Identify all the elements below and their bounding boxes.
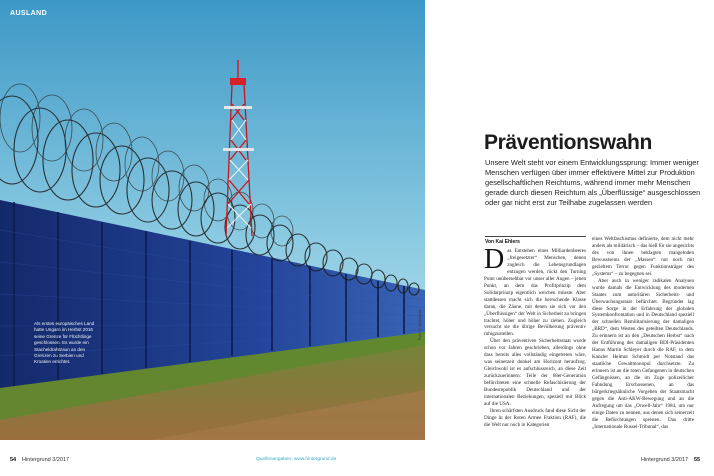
page-number-right: 55	[694, 457, 701, 463]
section-tag: AUSLAND	[10, 10, 48, 17]
column-2-paragraph-1: eines Weltfaschismus definierte, dem nicht mehr anders als militärisch – das hieß für sie angesichts des von ihnen beklagten mangelnden Bewusstseins der „Massen“: nur noch mit gezieltem Terror gegen Funktionsträger des „Systems“ – zu begegnen sei.	[592, 236, 694, 277]
column-1-paragraph-1-text: as Entstehen eines Milliardenheeres „freigesetzter“ Menschen, denen zugleich die Lebensgrundlagen entzogen werden, rückt den Turning Point unübersehbar vor unser aller Augen – jenen Punkt, an dem das Profitprinzip dem Solidarprinzip eigentlich weichen müsste. Aber stattdessen macht sich die herrschende Klasse daran, die Zäune, mit denen sie sich vor den „Überflüssigen“ der Welt in Sicherheit zu bringen trachtet, höher und höher zu ziehen. Zugleich versucht sie die übrige Bevölkerung präventiv ruhigzustellen.	[484, 248, 586, 338]
photo-credit: Foto: © Istockphoto	[418, 308, 422, 340]
right-page	[425, 0, 714, 476]
photo-caption: Als erstes europäisches Land hatte Ungarn im Herbst 2016 seine Grenze für Flüchtlinge geschlossen. Es wurde ein Stacheldrahtzaun an den Grenzen zu Serbien und Kroatien errichtet.	[34, 321, 95, 365]
column-1-paragraph-2: Über den präventiven Sicherheitsstaat wurde schon vor Jahren geschrieben, allerdings ohne dass bereits alles vollständig eingetreten wäre, was seinerzeit dunkel am Horizont heraufzog. Gleichwohl ist es aufschlussreich, an diese Zeit zurückzuerinnern: Teile der 68er-Generation befürchteten eine schnelle Refaschisierung der Bundesrepublik Deutschland und der internationalen Beziehungen, speziell mit Blick auf die USA.	[484, 338, 586, 407]
author-byline: Von Kai Ehlers	[485, 239, 520, 245]
column-1-paragraph-1	[484, 244, 586, 338]
footer-left	[0, 448, 425, 476]
column-2-paragraph-2: Aber auch in weniger radikalen Analysen wurde damals die Entwicklung des modernen Staates zum autoritären Sicherheits- und Überwachungsstaat befürchtet. Begründet lag diese Sorge in der Erfahrung der globalen Systemkonfrontation und in Deutschland speziell der schnellen Remilitarisierung der damaligen „BRD“, dem Westen des geteilten Deutschlands. Zu erinnern ist an den „Deutschen Herbst“ nach der Entführung des damaligen BDI-Präsidenten Hanns Martin Schleyer durch die RAF, in dem Kanzler Helmut Schmidt per Notstand das staatliche Gewaltmonopol durchsetzte. Zu erinnern ist an die toten Gefangenen in deutschen Gefängnissen, an die im Zuge polizeilicher Fahndung Erschossenen, an das bürgerkriegsähnliche Vorgehen der Staatsmacht gegen die Anti-AKW-Bewegung und an die Aufregung um das „Orwell-Jahr“ 1984, um nur einige Daten zu nennen, aus denen sich seinerzeit die Befürchtungen speisten. Das dritte „Internationale Russel-Tribunal“, das	[592, 277, 694, 430]
article-lead: Unsere Welt steht vor einem Entwicklungssprung: Immer weniger Menschen verfügen über immer effektivere Mittel zur Produktion gesellschaftlichen Reichtums, während immer mehr Menschen gerade durch diesen Reichtum als „Überflüssige“ ausgeschlossen oder gar nicht erst zur Teilhabe zugelassen werden	[485, 158, 701, 207]
byline-divider	[485, 236, 586, 237]
article-column-1	[484, 244, 586, 429]
sources-link[interactable]: Quellenangaben: www.hintergrund.de	[256, 457, 337, 462]
page-number-left: 54	[10, 457, 17, 463]
article-column-2	[592, 236, 694, 431]
issue-label-right: Hintergrund 3/2017	[641, 457, 689, 463]
drop-cap: D	[484, 244, 505, 275]
column-1-paragraph-3: Ihren schärfsten Ausdruck fand diese Sicht der Dinge in der Roten Armee Fraktion (RAF), die die Welt nur noch in Kategorien	[484, 407, 586, 428]
article-headline: Präventionswahn	[484, 131, 652, 154]
issue-label-left: Hintergrund 3/2017	[22, 457, 70, 463]
